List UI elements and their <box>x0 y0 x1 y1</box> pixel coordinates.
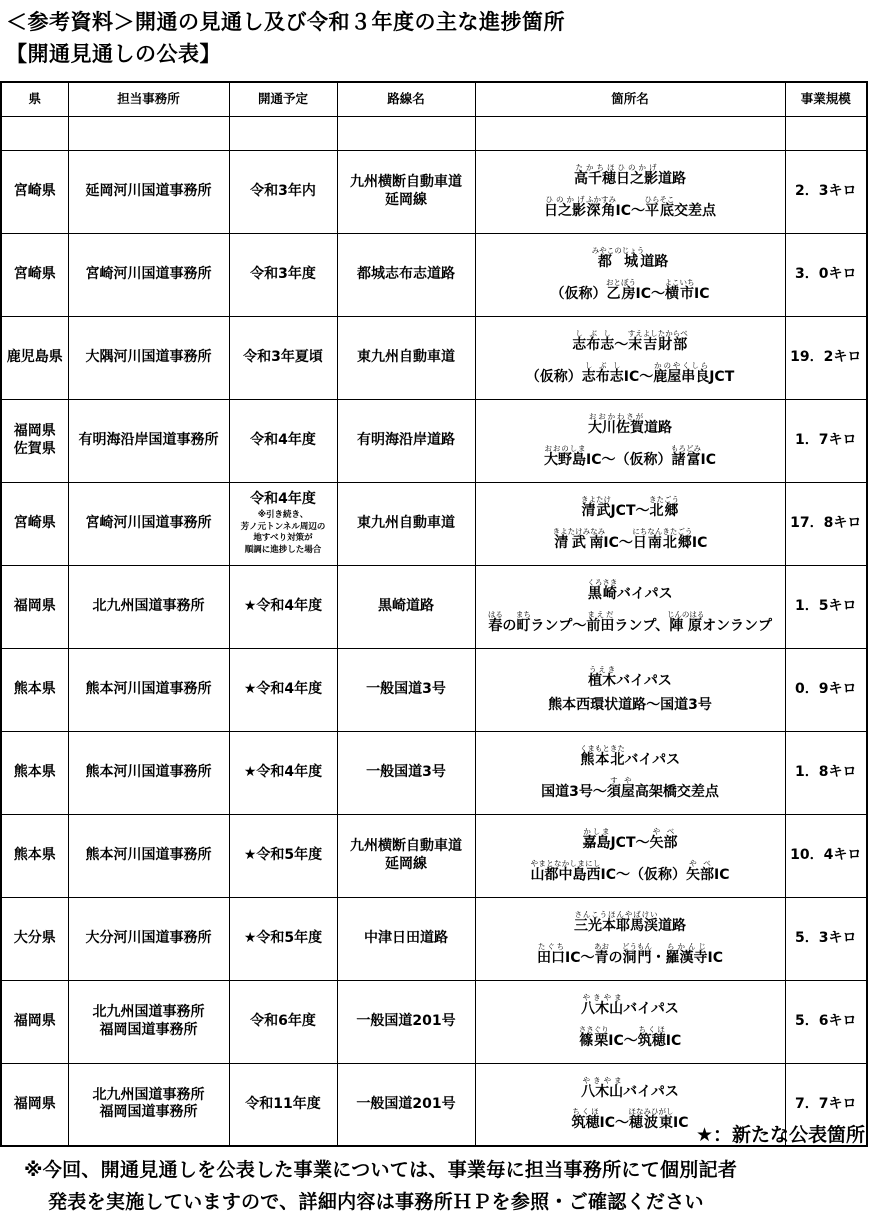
cell-schedule <box>229 399 337 482</box>
location-line: 三光本耶馬渓さんこうほんやばけい道路 <box>574 910 686 934</box>
cell-pref <box>1 814 68 897</box>
cell-office <box>68 731 229 814</box>
header-schedule: 開通予定 <box>229 82 337 116</box>
furigana: きよたけ <box>580 495 611 504</box>
furigana: やべ <box>649 827 678 836</box>
cell-location <box>475 399 785 482</box>
furigana: ひらそこ <box>644 194 675 204</box>
furigana: たかちほ <box>574 163 616 172</box>
location-line: 山都中島西やまとなかしまにしIC～（仮称）矢部やべIC <box>530 858 730 883</box>
location-line: 日之影ひのかげ深角ふかすみIC～平底ひらそこ交差点 <box>544 194 716 219</box>
page-title: ＜参考資料＞開通の見通し及び令和３年度の主な進捗箇所 <box>6 10 565 34</box>
cell-route-line: 都城志布志道路 <box>357 265 455 282</box>
cell-route-line: 有明海沿岸道路 <box>357 431 455 448</box>
furigana: かしま <box>582 827 611 836</box>
location-ruby: 大野島おおのしま <box>544 443 587 468</box>
cell-route <box>337 897 475 980</box>
furigana: もろどみ <box>671 443 701 453</box>
furigana: みやこのじょう <box>591 246 645 255</box>
location-ruby: 鹿屋かのや <box>653 360 682 385</box>
furigana: やきやま <box>581 993 624 1002</box>
location-ruby: 前田まえだ <box>586 609 615 634</box>
cell-scale: 2．3キロ <box>785 150 867 233</box>
location-ruby: 穂波東ほなみひがし <box>628 1107 674 1132</box>
cell-pref <box>1 731 68 814</box>
cell-scale: 7．7キロ <box>785 1063 867 1146</box>
location-ruby: 諸富もろどみ <box>671 443 701 468</box>
cell-pref-line: 福岡県 <box>13 1012 56 1029</box>
furigana: くしら <box>681 360 710 370</box>
furigana: たぐち <box>537 941 565 951</box>
cell-route-line: 東九州自動車道 <box>357 348 455 365</box>
location-line: 嘉島かしまJCT～矢部やべ <box>582 827 678 851</box>
location-ruby: 筑穂ちくほ <box>571 1107 600 1132</box>
cell-location <box>475 482 785 565</box>
section-title: 【開通見通しの公表】 <box>6 42 221 66</box>
cell-scale: 19．2キロ <box>785 316 867 399</box>
cell-pref <box>1 980 68 1063</box>
legend-note: ★：新たな公表箇所 <box>695 1124 865 1146</box>
location-ruby: 大川佐賀おおかわさが <box>588 412 644 436</box>
location-ruby: 高千穂たかちほ <box>574 163 616 187</box>
header-location: 箇所名 <box>475 82 785 116</box>
schedule-text: 令和6年度 <box>250 1012 316 1029</box>
furigana: ふかすみ <box>586 194 616 204</box>
schedule-text: 令和11年度 <box>245 1095 321 1112</box>
location-ruby: 嘉島かしま <box>582 827 611 851</box>
location-ruby: 日之影ひのかげ <box>616 163 658 187</box>
cell-route <box>337 482 475 565</box>
cell-pref <box>1 648 68 731</box>
header-separator <box>1 116 867 150</box>
cell-scale: 10．4キロ <box>785 814 867 897</box>
location-ruby: 平底ひらそこ <box>644 194 675 219</box>
furigana: おとぼう <box>606 277 637 287</box>
location-line: 八木山やきやまバイパス <box>581 1075 679 1100</box>
furigana: にちなんきたごう <box>632 526 693 536</box>
table-row <box>1 565 867 648</box>
cell-schedule <box>229 814 337 897</box>
cell-pref-line: 大分県 <box>13 929 56 946</box>
cell-route-line: 一般国道201号 <box>356 1012 456 1029</box>
table-row <box>1 150 867 233</box>
cell-pref <box>1 1063 68 1146</box>
furigana: らかんじ <box>665 941 708 951</box>
location-ruby: 矢部やべ <box>649 827 678 851</box>
furigana: ひのかげ <box>544 194 586 204</box>
cell-office-line: 福岡国道事務所 <box>99 1021 198 1038</box>
location-ruby: 三光本耶馬渓さんこうほんやばけい <box>574 910 658 934</box>
cell-office-line: 北九州国道事務所 <box>92 1004 205 1020</box>
location-ruby: 須屋すや <box>606 775 635 800</box>
cell-scale: 5．3キロ <box>785 897 867 980</box>
schedule-text: ★令和4年度 <box>243 597 323 614</box>
header-pref: 県 <box>1 82 68 116</box>
furigana: やべ <box>686 858 714 868</box>
cell-location <box>475 233 785 316</box>
schedule-text: 令和3年夏頃 <box>243 348 323 365</box>
cell-route-line: 黒崎道路 <box>378 597 434 614</box>
schedule-note: ※引き続き、 <box>257 510 309 521</box>
location-ruby: 矢部やべ <box>686 858 714 883</box>
location-line: （仮称）乙房おとぼうIC～横市よこいちIC <box>550 277 710 302</box>
cell-location <box>475 565 785 648</box>
table-row <box>1 897 867 980</box>
location-ruby: 町まち <box>515 609 531 634</box>
furigana: すや <box>606 775 635 785</box>
location-ruby: 山都中島西やまとなかしまにし <box>530 858 601 883</box>
schedule-text: 令和3年内 <box>250 182 316 199</box>
furigana: どうもん <box>622 941 652 951</box>
location-line: 筑穂ちくほIC～穂波東ほなみひがしIC <box>571 1107 689 1132</box>
cell-route-line: 九州横断自動車道 <box>350 838 462 854</box>
location-ruby: 青あお <box>594 941 609 966</box>
cell-schedule <box>229 1063 337 1146</box>
cell-office <box>68 316 229 399</box>
location-ruby: 筑穂ちくほ <box>637 1024 666 1049</box>
furigana: かのや <box>653 360 682 370</box>
cell-pref <box>1 897 68 980</box>
cell-route-line: 延岡線 <box>385 191 427 208</box>
cell-pref-line: 福岡県 <box>13 597 56 614</box>
cell-location <box>475 731 785 814</box>
cell-schedule <box>229 150 337 233</box>
schedule-text: ★令和5年度 <box>243 929 323 946</box>
cell-office <box>68 814 229 897</box>
cell-location <box>475 316 785 399</box>
cell-pref-line: 宮崎県 <box>13 182 56 199</box>
schedule-text: 令和3年度 <box>250 265 316 282</box>
cell-office-line: 北九州国道事務所 <box>92 597 205 614</box>
location-ruby: 春はる <box>487 609 503 634</box>
cell-schedule <box>229 233 337 316</box>
location-line: 八木山やきやまバイパス <box>581 993 679 1017</box>
cell-scale: 17．8キロ <box>785 482 867 565</box>
cell-schedule <box>229 980 337 1063</box>
cell-scale: 1．8キロ <box>785 731 867 814</box>
cell-office-line: 福岡国道事務所 <box>99 1104 198 1121</box>
table-row <box>1 648 867 731</box>
cell-schedule <box>229 316 337 399</box>
furigana: おおのしま <box>544 443 586 453</box>
cell-location <box>475 648 785 731</box>
cell-schedule <box>229 897 337 980</box>
location-ruby: 羅漢寺らかんじ <box>665 941 708 966</box>
cell-office <box>68 897 229 980</box>
cell-office-line: 有明海沿岸国道事務所 <box>78 431 219 448</box>
cell-route <box>337 150 475 233</box>
cell-pref-line: 宮崎県 <box>13 265 56 282</box>
location-line: 大野島おおのしまIC～（仮称）諸富もろどみIC <box>544 443 716 468</box>
cell-route <box>337 814 475 897</box>
cell-route <box>337 233 475 316</box>
location-ruby: 陣原じんのはる <box>666 609 705 634</box>
cell-location <box>475 980 785 1063</box>
table-row <box>1 316 867 399</box>
furigana: ほなみひがし <box>628 1107 674 1117</box>
furigana: さんこうほんやばけい <box>574 910 658 919</box>
location-line: 田口たぐちIC～青あおの洞門どうもん・羅漢寺らかんじIC <box>537 941 723 966</box>
cell-route-line: 一般国道3号 <box>366 680 446 697</box>
furigana: すえよしたからべ <box>627 329 688 338</box>
cell-route <box>337 648 475 731</box>
progress-table <box>0 81 868 1147</box>
cell-pref <box>1 399 68 482</box>
schedule-note: 芳ノ元トンネル周辺の <box>240 521 326 532</box>
table-row <box>1 980 867 1063</box>
location-ruby: 深角ふかすみ <box>586 194 616 219</box>
cell-pref-line: 佐賀県 <box>13 440 56 457</box>
cell-route-line: 一般国道3号 <box>366 763 446 780</box>
cell-route <box>337 980 475 1063</box>
furigana: よこいち <box>664 277 695 287</box>
schedule-text: 令和4年度 <box>250 431 316 448</box>
cell-office <box>68 399 229 482</box>
cell-office-line: 北九州国道事務所 <box>92 1086 205 1103</box>
furigana: ちくほ <box>637 1024 666 1034</box>
cell-office <box>68 233 229 316</box>
location-ruby: 熊本北くまもときた <box>579 744 625 768</box>
cell-route <box>337 1063 475 1146</box>
cell-schedule <box>229 731 337 814</box>
cell-scale: 1．5キロ <box>785 565 867 648</box>
location-line: 植木うえきバイパス <box>588 665 672 689</box>
furigana: あお <box>594 941 609 951</box>
furigana: はる <box>487 609 503 619</box>
cell-location <box>475 814 785 897</box>
furigana: ささぐり <box>578 1024 609 1034</box>
table-row <box>1 814 867 897</box>
cell-route <box>337 731 475 814</box>
location-line: 篠栗ささぐりIC～筑穂ちくほIC <box>578 1024 682 1049</box>
cell-route-line: 延岡線 <box>385 855 427 872</box>
cell-office-line: 熊本河川国道事務所 <box>85 763 212 780</box>
location-line: 清武南きよたけみなみIC～日南北郷にちなんきたごうIC <box>552 526 708 551</box>
cell-pref-line: 熊本県 <box>13 763 56 780</box>
header-office: 担当事務所 <box>68 82 229 116</box>
footnote-line-2: 発表を実施していますので、詳細内容は事務所ＨＰを参照・ご確認ください <box>48 1191 704 1213</box>
location-line: 高千穂たかちほ日之影ひのかげ道路 <box>574 163 686 187</box>
location-ruby: 八木山やきやま <box>581 993 624 1017</box>
location-ruby: 清武きよたけ <box>580 495 611 519</box>
location-ruby: 洞門どうもん <box>622 941 652 966</box>
cell-pref <box>1 316 68 399</box>
furigana: きたごう <box>649 495 680 504</box>
location-ruby: 都城みやこのじょう <box>591 246 645 270</box>
cell-schedule <box>229 482 337 565</box>
location-ruby: 横市よこいち <box>664 277 695 302</box>
location-ruby: 志布志しぶし <box>581 360 624 385</box>
location-ruby: 乙房おとぼう <box>606 277 637 302</box>
cell-pref-line: 宮崎県 <box>13 514 56 531</box>
location-ruby: 田口たぐち <box>537 941 566 966</box>
furigana: おおかわさが <box>588 412 644 421</box>
cell-route-line: 一般国道201号 <box>356 1095 456 1112</box>
cell-pref-line: 福岡県 <box>13 1095 56 1112</box>
cell-office <box>68 648 229 731</box>
cell-pref-line: 鹿児島県 <box>6 348 63 365</box>
furigana: まち <box>515 609 531 619</box>
cell-office <box>68 565 229 648</box>
cell-pref <box>1 233 68 316</box>
cell-office <box>68 980 229 1063</box>
cell-office-line: 熊本河川国道事務所 <box>85 846 212 863</box>
location-ruby: 篠栗ささぐり <box>578 1024 609 1049</box>
furigana: くまもときた <box>579 744 625 753</box>
location-ruby: 日之影ひのかげ <box>544 194 586 219</box>
cell-schedule <box>229 565 337 648</box>
cell-route <box>337 399 475 482</box>
location-line: 国道3号～須屋すや高架橋交差点 <box>541 775 719 800</box>
cell-schedule <box>229 648 337 731</box>
table-row <box>1 731 867 814</box>
furigana: ちくほ <box>571 1107 600 1117</box>
table-row <box>1 399 867 482</box>
schedule-note: 順調に進捗した場合 <box>244 544 322 555</box>
cell-scale: 1．7キロ <box>785 399 867 482</box>
footnote-line-1: ※今回、開通見通しを公表した事業については、事業毎に担当事務所にて個別記者 <box>24 1159 738 1181</box>
cell-pref-line: 熊本県 <box>13 846 56 863</box>
schedule-note: 地すべり対策が <box>253 533 313 544</box>
cell-location <box>475 897 785 980</box>
furigana: うえき <box>588 665 617 674</box>
cell-office-line: 大分河川国道事務所 <box>85 929 212 946</box>
cell-office <box>68 1063 229 1146</box>
cell-office-line: 延岡河川国道事務所 <box>85 182 212 199</box>
location-line: （仮称）志布志しぶしIC～鹿屋かのや串良くしらJCT <box>525 360 735 385</box>
cell-office-line: 宮崎河川国道事務所 <box>85 265 212 282</box>
header-scale: 事業規模 <box>785 82 867 116</box>
furigana: じんのはる <box>666 609 705 619</box>
location-ruby: 黒崎くろさき <box>587 578 618 602</box>
table-header-row <box>1 82 867 116</box>
schedule-text: ★令和4年度 <box>243 763 323 780</box>
cell-office-line: 宮崎河川国道事務所 <box>85 514 212 531</box>
location-line: 黒崎くろさきバイパス <box>587 578 673 602</box>
location-line: 都城みやこのじょう道路 <box>591 246 669 270</box>
table-row <box>1 482 867 565</box>
location-ruby: 植木うえき <box>588 665 617 689</box>
location-ruby: 志布志しぶし <box>572 329 615 353</box>
location-ruby: 八木山やきやま <box>581 1075 624 1100</box>
cell-pref <box>1 482 68 565</box>
location-ruby: 末吉財部すえよしたからべ <box>627 329 688 353</box>
cell-scale: 5．6キロ <box>785 980 867 1063</box>
furigana: まえだ <box>586 609 615 619</box>
furigana: しぶし <box>572 329 615 338</box>
cell-pref-line: 福岡県 <box>13 423 56 439</box>
location-line: 熊本西環状道路～国道3号 <box>548 696 712 713</box>
table-row <box>1 233 867 316</box>
schedule-text: ★令和4年度 <box>243 680 323 697</box>
cell-office <box>68 150 229 233</box>
schedule-text: 令和4年度 <box>250 490 316 507</box>
location-line: 大川佐賀おおかわさが道路 <box>588 412 672 436</box>
location-ruby: 北郷きたごう <box>649 495 680 519</box>
furigana: きよたけみなみ <box>552 526 606 536</box>
cell-scale: 0．9キロ <box>785 648 867 731</box>
cell-pref-line: 熊本県 <box>13 680 56 697</box>
cell-office <box>68 482 229 565</box>
cell-scale: 3．0キロ <box>785 233 867 316</box>
location-ruby: 串良くしら <box>681 360 710 385</box>
cell-route-line: 中津日田道路 <box>364 929 448 946</box>
cell-pref <box>1 150 68 233</box>
cell-route-line: 九州横断自動車道 <box>350 174 462 190</box>
furigana: ひのかげ <box>616 163 658 172</box>
cell-pref <box>1 565 68 648</box>
location-line: 清武きよたけJCT～北郷きたごう <box>580 495 680 519</box>
cell-route <box>337 316 475 399</box>
furigana: やきやま <box>581 1075 624 1085</box>
furigana: しぶし <box>581 360 624 370</box>
location-line: 熊本北くまもときたバイパス <box>579 744 681 768</box>
location-ruby: 日南北郷にちなんきたごう <box>632 526 693 551</box>
furigana: やまとなかしまにし <box>530 858 601 868</box>
location-line: 春はるの町まちランプ～前田まえだランプ、陣原じんのはるオンランプ <box>487 609 773 634</box>
location-ruby: 清武南きよたけみなみ <box>552 526 606 551</box>
cell-office-line: 大隅河川国道事務所 <box>85 348 212 365</box>
furigana: くろさき <box>587 578 618 587</box>
cell-office-line: 熊本河川国道事務所 <box>85 680 212 697</box>
schedule-text: ★令和5年度 <box>243 846 323 863</box>
location-line: 志布志しぶし～末吉財部すえよしたからべ <box>572 329 688 353</box>
cell-route-line: 東九州自動車道 <box>357 514 455 531</box>
header-route: 路線名 <box>337 82 475 116</box>
cell-route <box>337 565 475 648</box>
cell-location <box>475 150 785 233</box>
